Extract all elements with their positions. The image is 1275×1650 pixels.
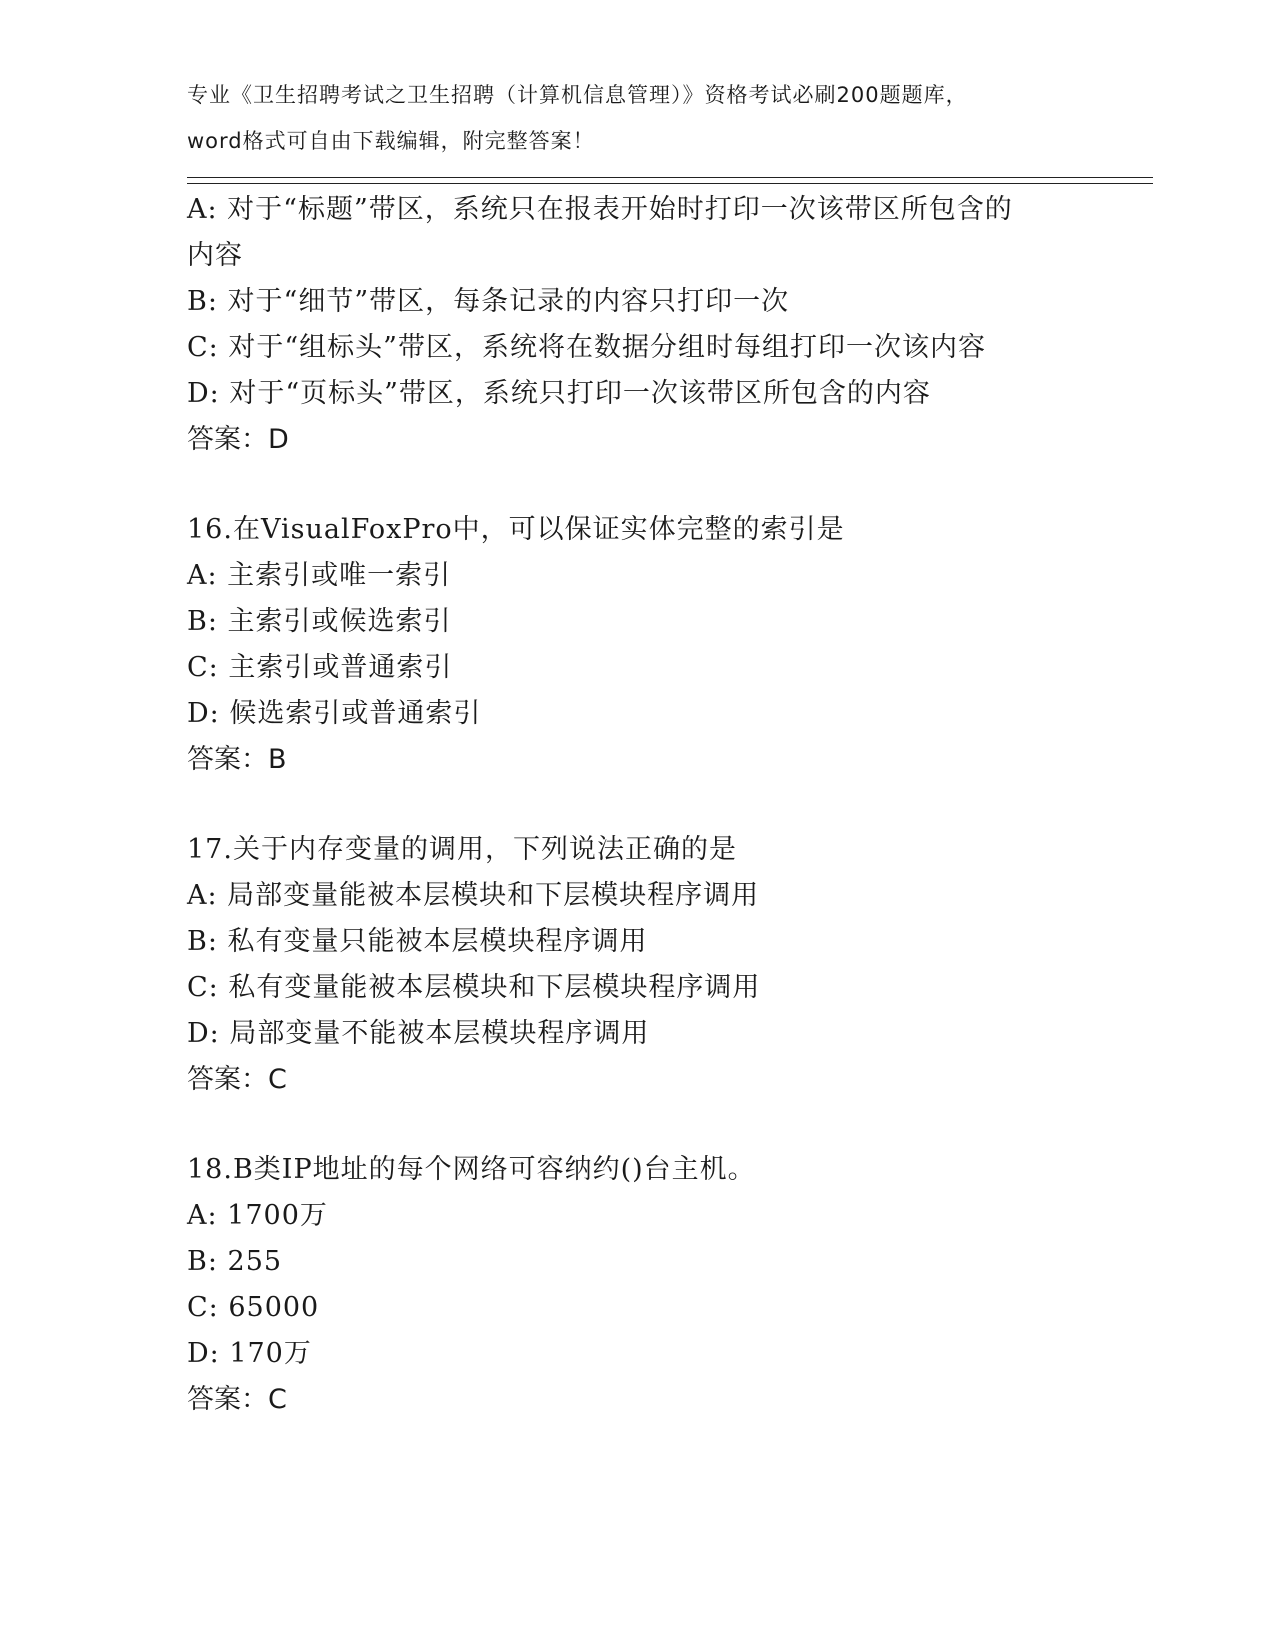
header-line-1: 专业《卫生招聘考试之卫生招聘（计算机信息管理）》资格考试必刷200题题库， (187, 83, 968, 107)
option-d: D: 对于“页标头”带区，系统只打印一次该带区所包含的内容 (187, 378, 931, 409)
question-16 (187, 507, 1147, 783)
question-gap (187, 783, 1147, 827)
answer: 答案：C (187, 1384, 287, 1415)
question-gap (187, 463, 1147, 507)
option-b: B: 主索引或候选索引 (187, 606, 452, 637)
option-a: A: 主索引或唯一索引 (187, 560, 452, 591)
option-c: C: 65000 (187, 1292, 320, 1323)
option-a: A: 局部变量能被本层模块和下层模块程序调用 (187, 880, 760, 911)
option-b: B: 对于“细节”带区，每条记录的内容只打印一次 (187, 286, 790, 317)
question-text: 16.在VisualFoxPro中，可以保证实体完整的索引是 (187, 514, 845, 545)
header-rule-bottom (187, 183, 1153, 184)
option-c: C: 私有变量能被本层模块和下层模块程序调用 (187, 972, 761, 1003)
header-rule-top (187, 177, 1153, 178)
option-d: D: 局部变量不能被本层模块程序调用 (187, 1018, 650, 1049)
option-d: D: 170万 (187, 1338, 312, 1369)
question-gap (187, 1103, 1147, 1147)
option-c: C: 对于“组标头”带区，系统将在数据分组时每组打印一次该内容 (187, 332, 986, 363)
question-15 (187, 187, 1147, 463)
option-b: B: 私有变量只能被本层模块程序调用 (187, 926, 648, 957)
option-d: D: 候选索引或普通索引 (187, 698, 482, 729)
option-b: B: 255 (187, 1246, 283, 1277)
question-18 (187, 1147, 1147, 1423)
question-text: 17.关于内存变量的调用，下列说法正确的是 (187, 834, 737, 865)
question-17 (187, 827, 1147, 1103)
header-line-2: word格式可自由下载编辑，附完整答案！ (187, 129, 595, 153)
document-header (187, 72, 1087, 164)
answer: 答案：C (187, 1064, 287, 1095)
answer: 答案：D (187, 424, 289, 455)
option-a-line-1: A: 对于“标题”带区，系统只在报表开始时打印一次该带区所包含的 (187, 194, 1013, 225)
question-text: 18.B类IP地址的每个网络可容纳约()台主机。 (187, 1154, 756, 1185)
option-a-line-2: 内容 (187, 240, 243, 271)
option-c: C: 主索引或普通索引 (187, 652, 453, 683)
option-a: A: 1700万 (187, 1200, 328, 1231)
answer: 答案：B (187, 744, 287, 775)
document-body (187, 187, 1147, 1423)
